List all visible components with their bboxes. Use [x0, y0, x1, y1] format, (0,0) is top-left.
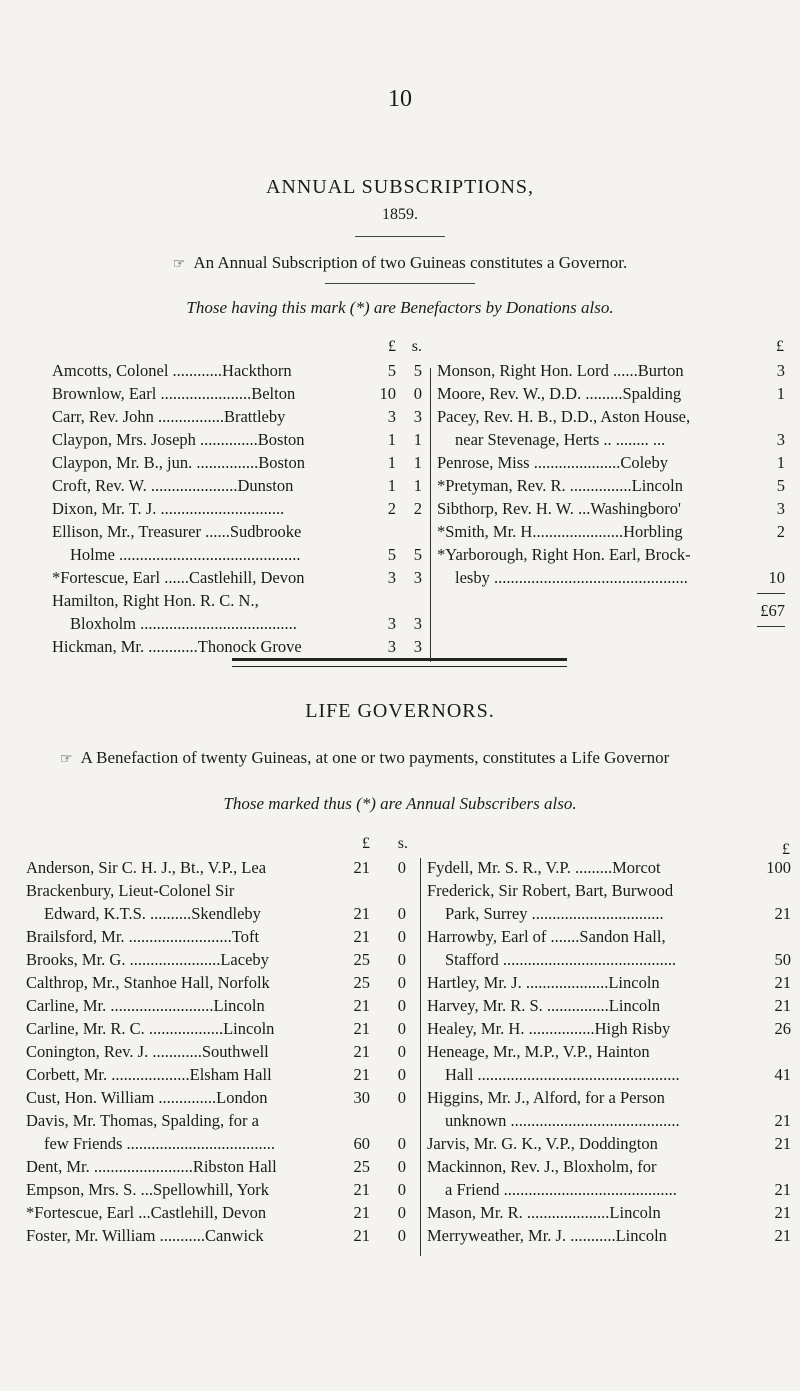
pounds-value: 21	[774, 904, 791, 923]
entry-text: Sibthorp, Rev. H. W. ...Washingboro'	[437, 499, 681, 518]
governor-note-text: An Annual Subscription of two Guineas constitutes a Governor.	[193, 253, 628, 272]
pounds-value: 21	[353, 927, 370, 946]
total-rule	[757, 593, 785, 594]
pounds-value: 50	[774, 950, 791, 969]
entry-text: Hickman, Mr. ............Thonock Grove	[52, 637, 302, 656]
list-item	[427, 1155, 791, 1178]
entry-text: Brownlow, Earl ......................Belton	[52, 384, 296, 403]
shillings-value: 3	[413, 637, 422, 656]
shillings-value: 0	[397, 1134, 406, 1153]
pounds-value: 3	[387, 614, 396, 633]
entry-text: Fydell, Mr. S. R., V.P. .........Morcot	[427, 858, 661, 877]
list-item	[26, 948, 406, 971]
list-item	[52, 405, 430, 428]
pounds-value: 21	[353, 1226, 370, 1245]
pounds-value: 21	[774, 1134, 791, 1153]
pounds-value: 21	[353, 1019, 370, 1038]
shillings-value: 0	[397, 950, 406, 969]
pounds-value: 21	[353, 858, 370, 877]
annual-total: £67	[760, 601, 785, 620]
pounds-value: 21	[353, 904, 370, 923]
shillings-value: 0	[397, 1019, 406, 1038]
shillings-value: 3	[413, 568, 422, 587]
shillings-header: s.	[397, 835, 408, 852]
divider	[325, 283, 475, 284]
entry-text: Edward, K.T.S. ..........Skendleby	[44, 904, 261, 923]
pounds-value: 3	[776, 361, 785, 380]
annual-subscriptions-year: 1859.	[382, 206, 418, 223]
entry-text: *Smith, Mr. H......................Horbling	[437, 522, 683, 541]
list-item	[427, 1132, 791, 1155]
entry-text: Mason, Mr. R. ....................Lincoln	[427, 1203, 661, 1222]
shillings-value: 0	[397, 996, 406, 1015]
benefactor-note: Those having this mark (*) are Benefactors by Donations also.	[186, 298, 614, 317]
entry-text: Cust, Hon. William ..............London	[26, 1088, 268, 1107]
pounds-value: 1	[387, 476, 396, 495]
entry-text: Corbett, Mr. ...................Elsham Hall	[26, 1065, 272, 1084]
entry-text: Healey, Mr. H. ................High Risby	[427, 1019, 671, 1038]
list-item	[26, 856, 406, 879]
pounds-value: 3	[776, 430, 785, 449]
list-item	[427, 1178, 791, 1201]
pounds-value: 21	[353, 1065, 370, 1084]
pounds-value: 5	[387, 361, 396, 380]
entry-text: Bloxholm ......................................	[70, 614, 297, 633]
list-item	[427, 856, 791, 879]
annual-subscribers-right-list	[437, 359, 787, 589]
entry-text: Mackinnon, Rev. J., Bloxholm, for	[427, 1157, 657, 1176]
list-item	[26, 1201, 406, 1224]
entry-text: *Fortescue, Earl ......Castlehill, Devon	[52, 568, 305, 587]
list-item	[427, 994, 791, 1017]
list-item	[437, 405, 787, 428]
entry-text: Brackenbury, Lieut-Colonel Sir	[26, 881, 235, 900]
divider	[355, 236, 445, 237]
shillings-value: 5	[413, 361, 422, 380]
list-item	[437, 520, 787, 543]
list-item	[52, 497, 430, 520]
annual-subscriber-note: Those marked thus (*) are Annual Subscribers also.	[223, 794, 577, 813]
shillings-value: 0	[397, 1042, 406, 1061]
pounds-value: 10	[768, 568, 785, 587]
pounds-value: 21	[774, 996, 791, 1015]
shillings-value: 0	[397, 1065, 406, 1084]
pounds-header: £	[776, 338, 784, 355]
entry-text: few Friends ....................................	[44, 1134, 275, 1153]
pounds-value: 1	[776, 453, 785, 472]
entry-text: Amcotts, Colonel ............Hackthorn	[52, 361, 292, 380]
shillings-value: 0	[397, 858, 406, 877]
entry-text: Claypon, Mrs. Joseph ..............Boston	[52, 430, 305, 449]
pounds-value: 25	[353, 1157, 370, 1176]
shillings-value: 1	[413, 430, 422, 449]
list-item	[52, 382, 430, 405]
entry-text: *Fortescue, Earl ...Castlehill, Devon	[26, 1203, 267, 1222]
entry-text: Foster, Mr. William ...........Canwick	[26, 1226, 264, 1245]
entry-text: Carline, Mr. R. C. ..................Lincoln	[26, 1019, 275, 1038]
list-item	[26, 1063, 406, 1086]
pounds-value: 25	[353, 973, 370, 992]
pounds-value: 21	[774, 1226, 791, 1245]
pounds-value: 5	[776, 476, 785, 495]
list-item	[427, 1109, 791, 1132]
entry-text: near Stevenage, Herts .. ........ ...	[455, 430, 666, 449]
shillings-value: 0	[397, 1203, 406, 1222]
list-item	[26, 971, 406, 994]
entry-text: Moore, Rev. W., D.D. .........Spalding	[437, 384, 682, 403]
shillings-value: 5	[413, 545, 422, 564]
pounds-value: 21	[353, 1180, 370, 1199]
list-item	[52, 612, 430, 635]
entry-text: Anderson, Sir C. H. J., Bt., V.P., Lea	[26, 858, 267, 877]
life-governors-left-list	[26, 856, 406, 1247]
list-item	[26, 1132, 406, 1155]
entry-text: Jarvis, Mr. G. K., V.P., Doddington	[427, 1134, 658, 1153]
entry-text: Hartley, Mr. J. ....................Lincoln	[427, 973, 660, 992]
entry-text: Holme ............................................	[70, 545, 301, 564]
entry-text: lesby ...............................................	[455, 568, 688, 587]
list-item	[26, 1017, 406, 1040]
pounds-value: 2	[387, 499, 396, 518]
pounds-value: 1	[387, 453, 396, 472]
entry-text: Dixon, Mr. T. J. ..............................	[52, 499, 285, 518]
pounds-value: 3	[387, 568, 396, 587]
pounds-value: 21	[353, 1042, 370, 1061]
list-item	[26, 902, 406, 925]
pounds-value: 26	[774, 1019, 791, 1038]
list-item	[427, 1201, 791, 1224]
shillings-value: 0	[397, 1180, 406, 1199]
list-item	[437, 543, 787, 566]
pounds-value: 2	[776, 522, 785, 541]
list-item	[427, 925, 791, 948]
entry-text: Park, Surrey ................................	[445, 904, 664, 923]
list-item	[427, 1040, 791, 1063]
pounds-value: 60	[353, 1134, 370, 1153]
list-item	[52, 451, 430, 474]
entry-text: Stafford ..........................................	[445, 950, 677, 969]
life-governors-right-list	[427, 856, 791, 1247]
governor-note	[0, 253, 800, 273]
pounds-value: 3	[387, 407, 396, 426]
pounds-value: 21	[774, 1111, 791, 1130]
list-item	[52, 566, 430, 589]
list-item	[427, 1086, 791, 1109]
list-item	[427, 1063, 791, 1086]
list-item	[437, 497, 787, 520]
list-item	[26, 1040, 406, 1063]
list-item	[26, 1224, 406, 1247]
list-item	[52, 635, 430, 658]
entry-text: Harrowby, Earl of .......Sandon Hall,	[427, 927, 666, 946]
entry-text: Monson, Right Hon. Lord ......Burton	[437, 361, 684, 380]
pounds-value: 21	[774, 973, 791, 992]
shillings-value: 3	[413, 614, 422, 633]
page-number: 10	[388, 86, 412, 112]
list-item	[52, 543, 430, 566]
entry-text: Brailsford, Mr. .........................Toft	[26, 927, 260, 946]
pounds-value: 5	[387, 545, 396, 564]
entry-text: Carr, Rev. John ................Brattleby	[52, 407, 286, 426]
list-item	[52, 428, 430, 451]
annual-subscribers-left-list	[52, 359, 430, 658]
shillings-value: 1	[413, 476, 422, 495]
entry-text: a Friend ..........................................	[445, 1180, 677, 1199]
entry-text: Merryweather, Mr. J. ...........Lincoln	[427, 1226, 667, 1245]
entry-text: Davis, Mr. Thomas, Spalding, for a	[26, 1111, 259, 1130]
list-item	[427, 879, 791, 902]
annual-subscriptions-title: ANNUAL SUBSCRIPTIONS,	[265, 176, 535, 198]
pointing-hand-icon: ☞	[172, 256, 186, 272]
shillings-header: s.	[411, 338, 422, 355]
list-item	[26, 994, 406, 1017]
entry-text: Harvey, Mr. R. S. ...............Lincoln	[427, 996, 661, 1015]
entry-text: Dent, Mr. ........................Ribston Hall	[26, 1157, 277, 1176]
pounds-value: 3	[387, 637, 396, 656]
entry-text: *Yarborough, Right Hon. Earl, Brock-	[437, 545, 691, 564]
entry-text: Carline, Mr. .........................Lincoln	[26, 996, 265, 1015]
pounds-header: £	[362, 835, 370, 852]
list-item	[427, 948, 791, 971]
shillings-value: 0	[397, 973, 406, 992]
list-item	[437, 474, 787, 497]
list-item	[427, 1017, 791, 1040]
shillings-value: 2	[413, 499, 422, 518]
life-governor-note-text: A Benefaction of twenty Guineas, at one or two payments, constitutes a Life Governor	[80, 748, 670, 767]
list-item	[26, 925, 406, 948]
list-item	[52, 589, 430, 612]
list-item	[52, 474, 430, 497]
pounds-value: 1	[776, 384, 785, 403]
list-item	[26, 879, 406, 902]
list-item	[427, 902, 791, 925]
entry-text: Claypon, Mr. B., jun. ...............Boston	[52, 453, 306, 472]
shillings-value: 1	[413, 453, 422, 472]
entry-text: Heneage, Mr., M.P., V.P., Hainton	[427, 1042, 650, 1061]
shillings-value: 3	[413, 407, 422, 426]
column-divider	[430, 368, 431, 662]
shillings-value: 0	[397, 1157, 406, 1176]
list-item	[52, 359, 430, 382]
total-rule	[757, 626, 785, 627]
list-item	[52, 520, 430, 543]
entry-text: Brooks, Mr. G. ......................Laceby	[26, 950, 269, 969]
pounds-value: 100	[766, 858, 791, 877]
shillings-value: 0	[413, 384, 422, 403]
pounds-header: £	[782, 841, 790, 858]
column-divider	[420, 858, 421, 1256]
shillings-value: 0	[397, 904, 406, 923]
pounds-value: 21	[353, 1203, 370, 1222]
shillings-value: 0	[397, 1088, 406, 1107]
pointing-hand-icon: ☞	[60, 751, 73, 767]
list-item	[437, 428, 787, 451]
entry-text: Calthrop, Mr., Stanhoe Hall, Norfolk	[26, 973, 270, 992]
pounds-value: 21	[774, 1203, 791, 1222]
shillings-value: 0	[397, 927, 406, 946]
pounds-value: 21	[353, 996, 370, 1015]
entry-text: Frederick, Sir Robert, Bart, Burwood	[427, 881, 674, 900]
list-item	[26, 1109, 406, 1132]
pounds-value: 1	[387, 430, 396, 449]
list-item	[437, 359, 787, 382]
pounds-header: £	[388, 338, 396, 355]
entry-text: Ellison, Mr., Treasurer ......Sudbrooke	[52, 522, 302, 541]
pounds-value: 10	[379, 384, 396, 403]
entry-text: Hall .................................................	[445, 1065, 680, 1084]
entry-text: unknown .........................................	[445, 1111, 680, 1130]
pounds-value: 30	[353, 1088, 370, 1107]
shillings-value: 0	[397, 1226, 406, 1245]
list-item	[437, 566, 787, 589]
life-governor-note	[0, 748, 800, 768]
list-item	[427, 971, 791, 994]
entry-text: Hamilton, Right Hon. R. C. N.,	[52, 591, 259, 610]
entry-text: *Pretyman, Rev. R. ...............Lincoln	[437, 476, 683, 495]
pounds-value: 25	[353, 950, 370, 969]
entry-text: Croft, Rev. W. .....................Dunston	[52, 476, 294, 495]
list-item	[437, 451, 787, 474]
list-item	[26, 1178, 406, 1201]
entry-text: Conington, Rev. J. ............Southwell	[26, 1042, 269, 1061]
pounds-value: 41	[774, 1065, 791, 1084]
entry-text: Empson, Mrs. S. ...Spellowhill, York	[26, 1180, 269, 1199]
life-governors-title: LIFE GOVERNORS.	[305, 700, 495, 722]
entry-text: Pacey, Rev. H. B., D.D., Aston House,	[437, 407, 691, 426]
section-divider	[232, 658, 567, 667]
pounds-value: 3	[776, 499, 785, 518]
entry-text: Higgins, Mr. J., Alford, for a Person	[427, 1088, 665, 1107]
pounds-value: 21	[774, 1180, 791, 1199]
list-item	[427, 1224, 791, 1247]
entry-text: Penrose, Miss .....................Coleby	[437, 453, 668, 472]
list-item	[26, 1086, 406, 1109]
list-item	[26, 1155, 406, 1178]
list-item	[437, 382, 787, 405]
